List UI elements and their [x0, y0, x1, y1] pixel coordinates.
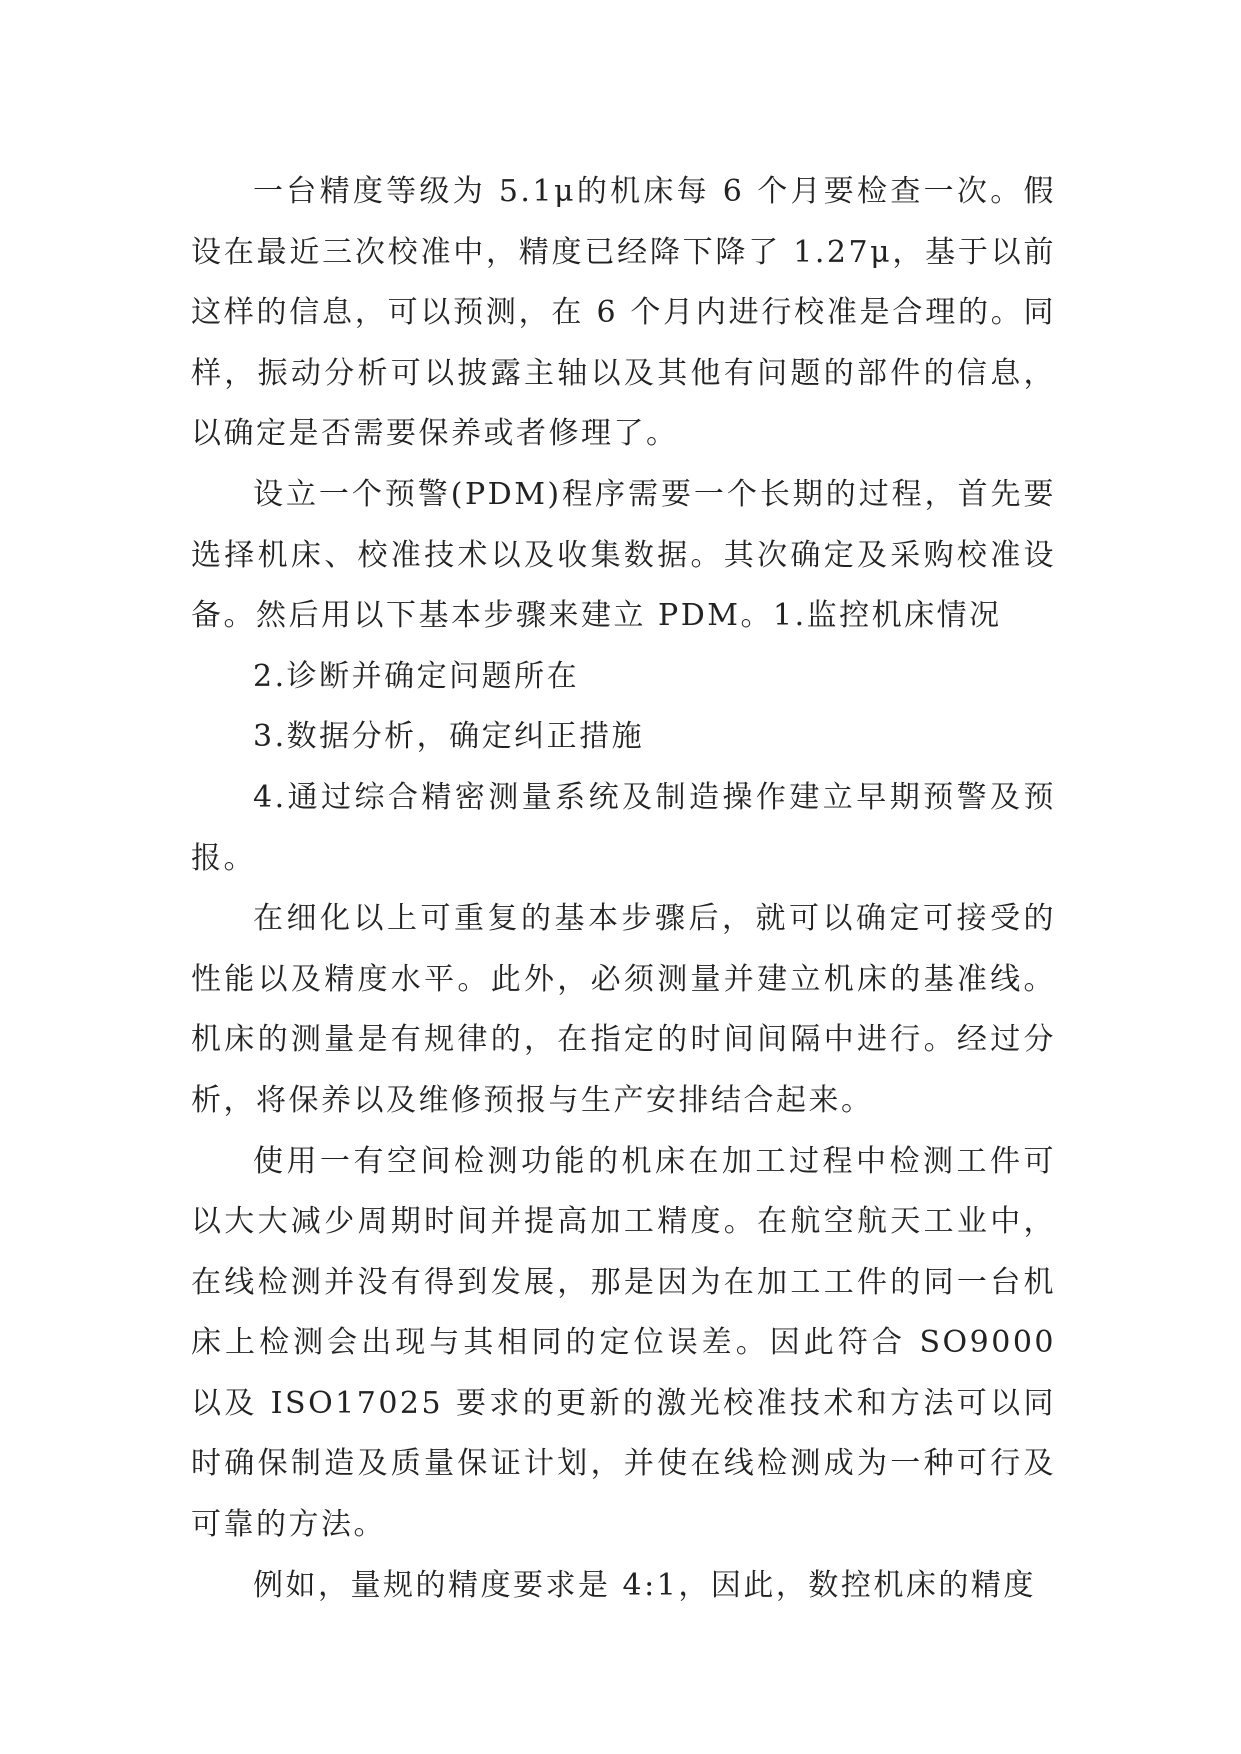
- paragraph-step-3: 3.数据分析，确定纠正措施: [253, 719, 645, 755]
- paragraph-refinement: 在细化以上可重复的基本步骤后，就可以确定可接受的性能以及精度水平。此外，必须测量并建立机床的基准线。机床的测量是有规律的，在指定的时间间隔中进行。经过分析，将保养以及维修预报与生产安排结合起来。: [191, 901, 1056, 1118]
- paragraph-gauge-accuracy: 例如，量规的精度要求是 4:1，因此，数控机床的精度: [253, 1567, 1036, 1603]
- paragraph-inline-inspection: 使用一有空间检测功能的机床在加工过程中检测工件可以大大减少周期时间并提高加工精度。在航空航天工业中，在线检测并没有得到发展，那是因为在加工工件的同一台机床上检测会出现与其相同的定位误差。因此符合 SO9000 以及 ISO17025 要求的更新的激光校准技术和方法可以同时确保制造及质量保证计划，并使在线检测成为一种可行及可靠的方法。: [191, 1143, 1056, 1543]
- paragraph-pdm-setup: 设立一个预警(PDM)程序需要一个长期的过程，首先要选择机床、校准技术以及收集数据。其次确定及采购校准设备。然后用以下基本步骤来建立 PDM。1.监控机床情况: [191, 476, 1056, 634]
- paragraph-step-2: 2.诊断并确定问题所在: [253, 658, 580, 694]
- body-text: [191, 162, 1056, 1616]
- paragraph-calibration-example: 一台精度等级为 5.1μ的机床每 6 个月要检查一次。假设在最近三次校准中，精度已经降下降了 1.27μ，基于以前这样的信息，可以预测，在 6 个月内进行校准是合理的。同样，振动分析可以披露主轴以及其他有问题的部件的信息，以确定是否需要保养或者修理了。: [191, 174, 1056, 452]
- paragraph-step-4: 4.通过综合精密测量系统及制造操作建立早期预警及预报。: [191, 779, 1056, 876]
